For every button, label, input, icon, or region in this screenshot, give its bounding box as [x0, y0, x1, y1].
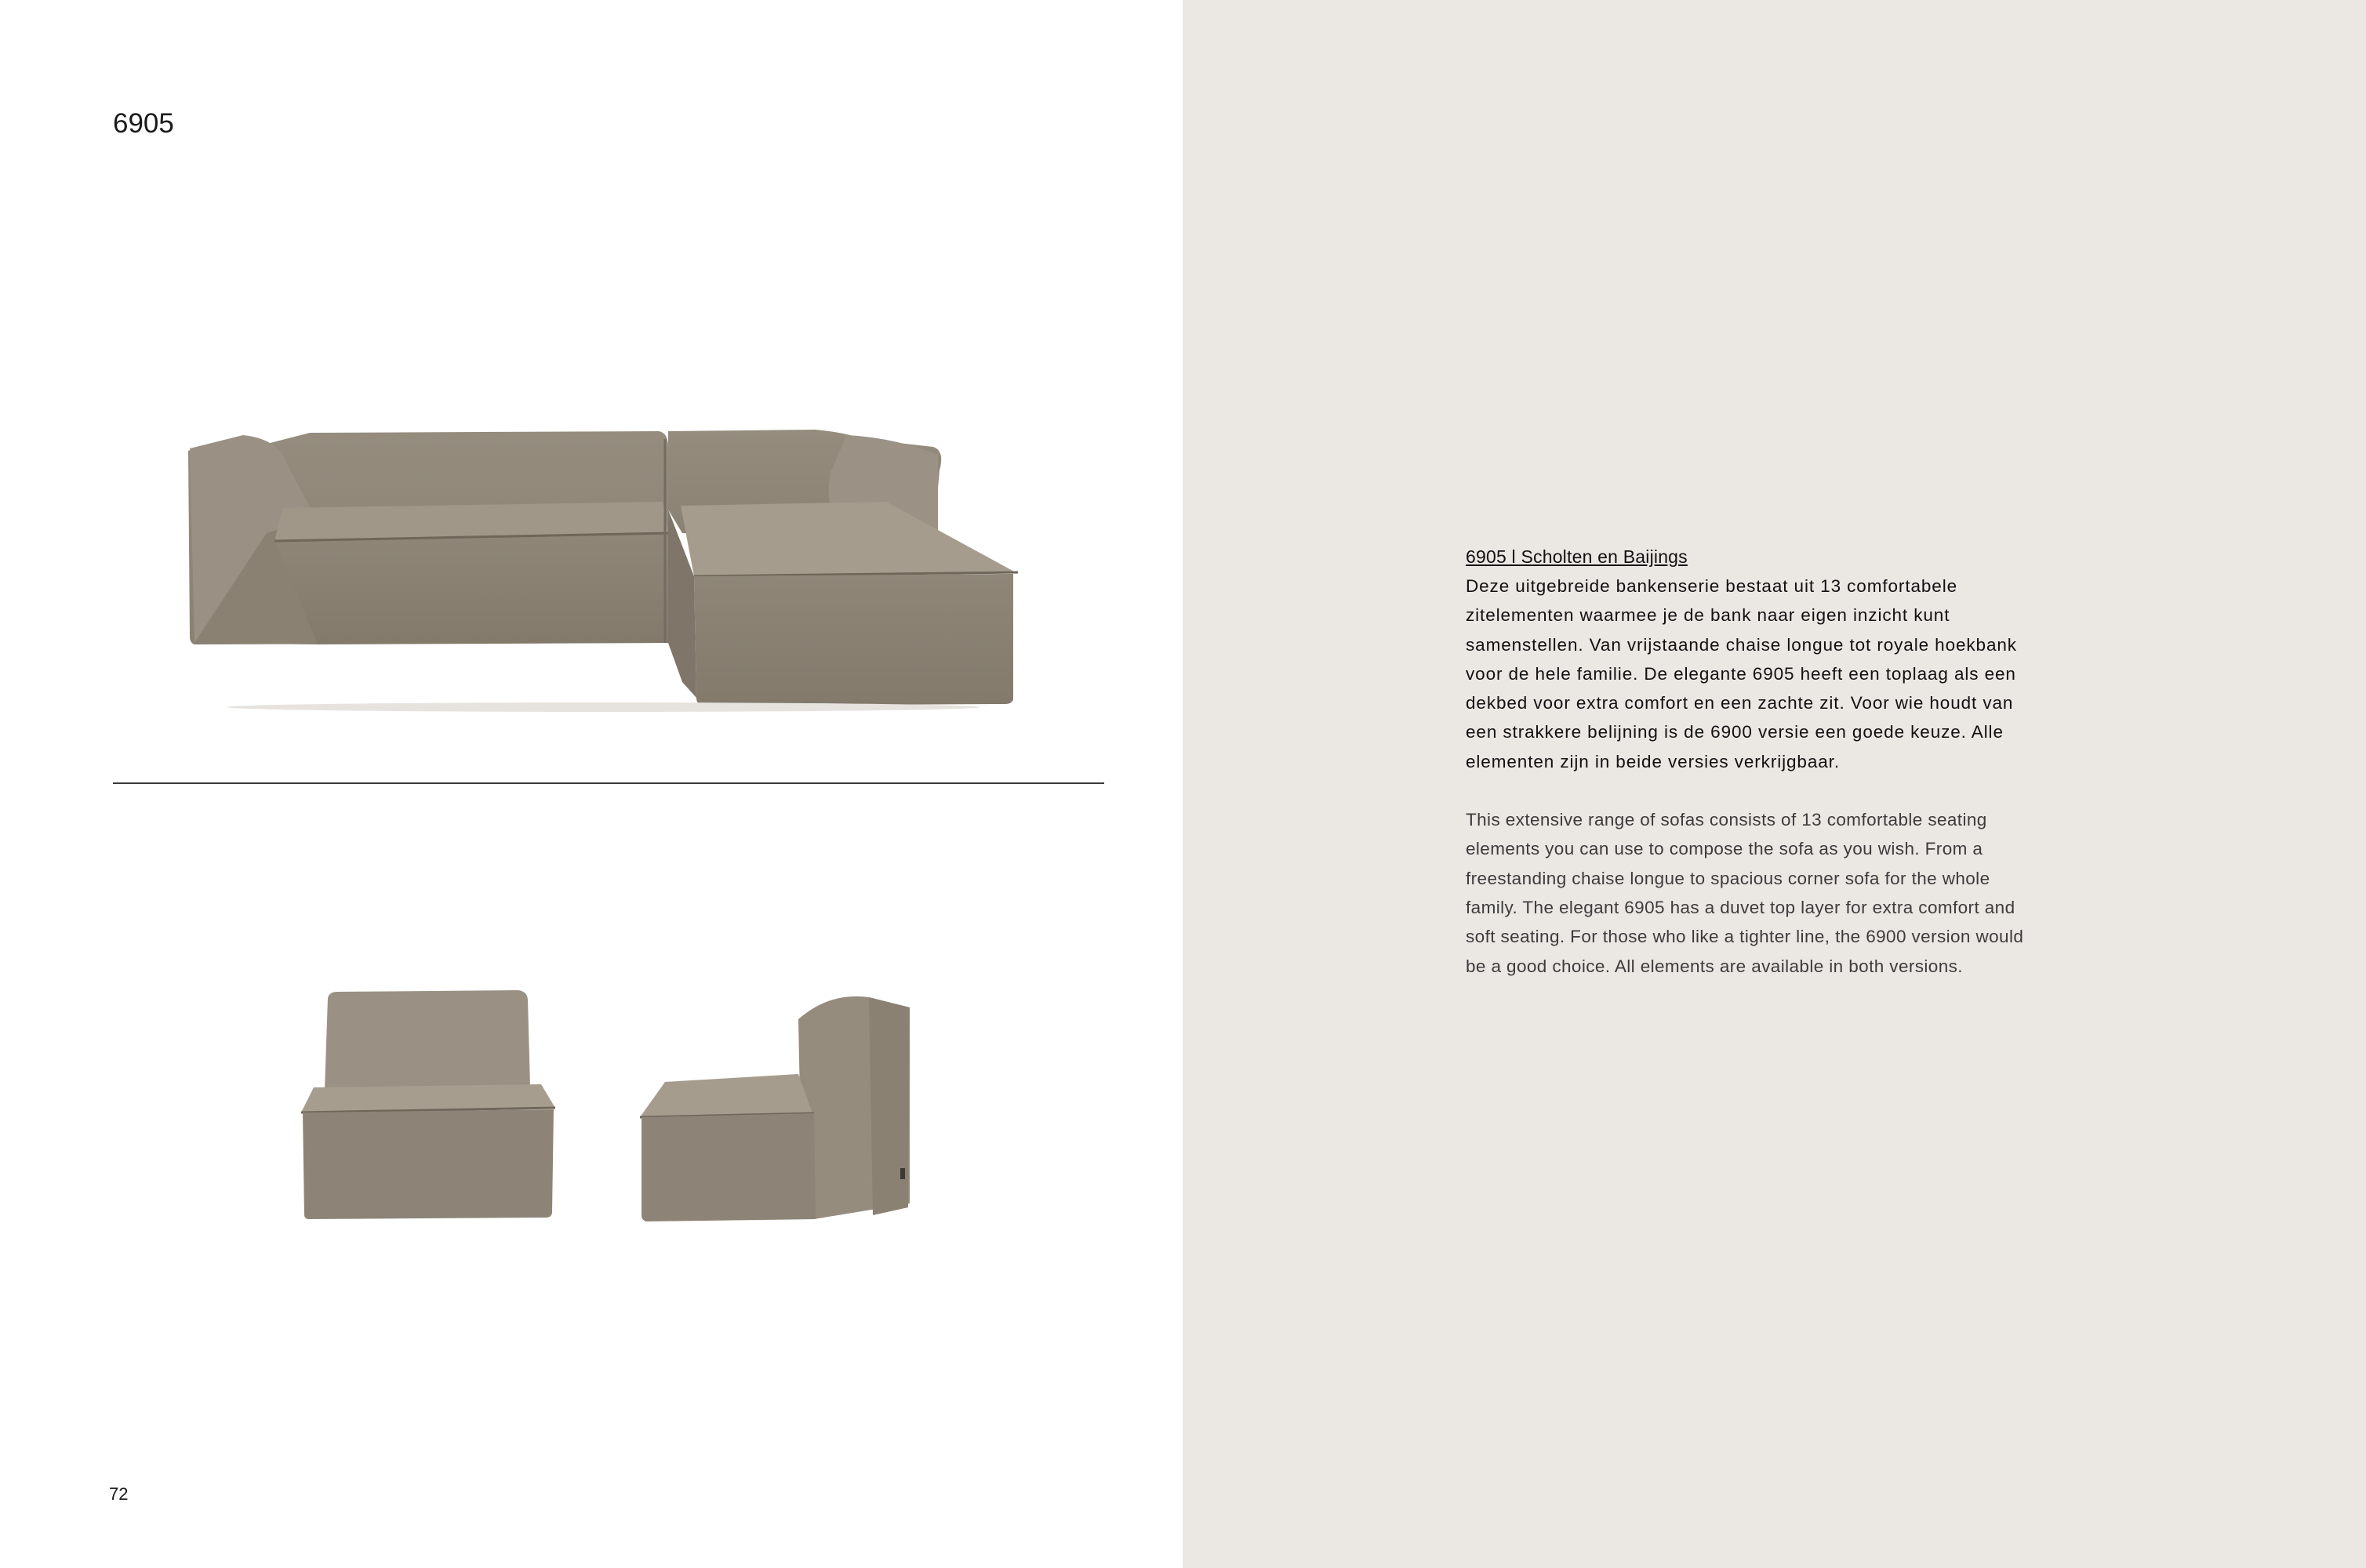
corner-sofa-photo: [180, 416, 1023, 713]
page-number: 72: [109, 1484, 129, 1504]
english-line: elements you can use to compose the sofa as you wish. From a: [1466, 839, 1983, 859]
dutch-line: Deze uitgebreide bankenserie bestaat uit 13 comfortabele: [1466, 576, 1958, 596]
dutch-line: elementen zijn in beide versies verkrijgbaar.: [1466, 751, 1840, 771]
english-line: family. The elegant 6905 has a duvet top layer for extra comfort and: [1466, 897, 2015, 917]
english-description: [1466, 805, 2093, 981]
single-seat-front-photo: [290, 984, 576, 1227]
product-description: [1466, 543, 2093, 981]
english-line: This extensive range of sofas consists of 13 comfortable seating: [1466, 810, 1987, 830]
product-heading: 6905 l Scholten en Baijings: [1466, 546, 1688, 567]
dutch-line: dekbed voor extra comfort en een zachte zit. Voor wie houdt van: [1466, 693, 2014, 713]
english-line: soft seating. For those who like a tighter line, the 6900 version would: [1466, 927, 2024, 947]
dutch-line: voor de hele familie. De elegante 6905 heeft een toplaag als een: [1466, 663, 2016, 684]
dutch-line: een strakkere belijning is de 6900 versie een goede keuze. Alle: [1466, 722, 2004, 742]
single-seat-side-photo: [634, 988, 918, 1227]
dutch-description: [1466, 572, 2093, 776]
section-divider: [113, 782, 1104, 784]
page-title: 6905: [113, 108, 174, 139]
english-line: be a good choice. All elements are available in both versions.: [1466, 956, 1963, 976]
dutch-line: samenstellen. Van vrijstaande chaise longue tot royale hoekbank: [1466, 634, 2017, 655]
english-line: freestanding chaise longue to spacious corner sofa for the whole: [1466, 868, 1990, 888]
dutch-line: zitelementen waarmee je de bank naar eigen inzicht kunt: [1466, 605, 1950, 626]
